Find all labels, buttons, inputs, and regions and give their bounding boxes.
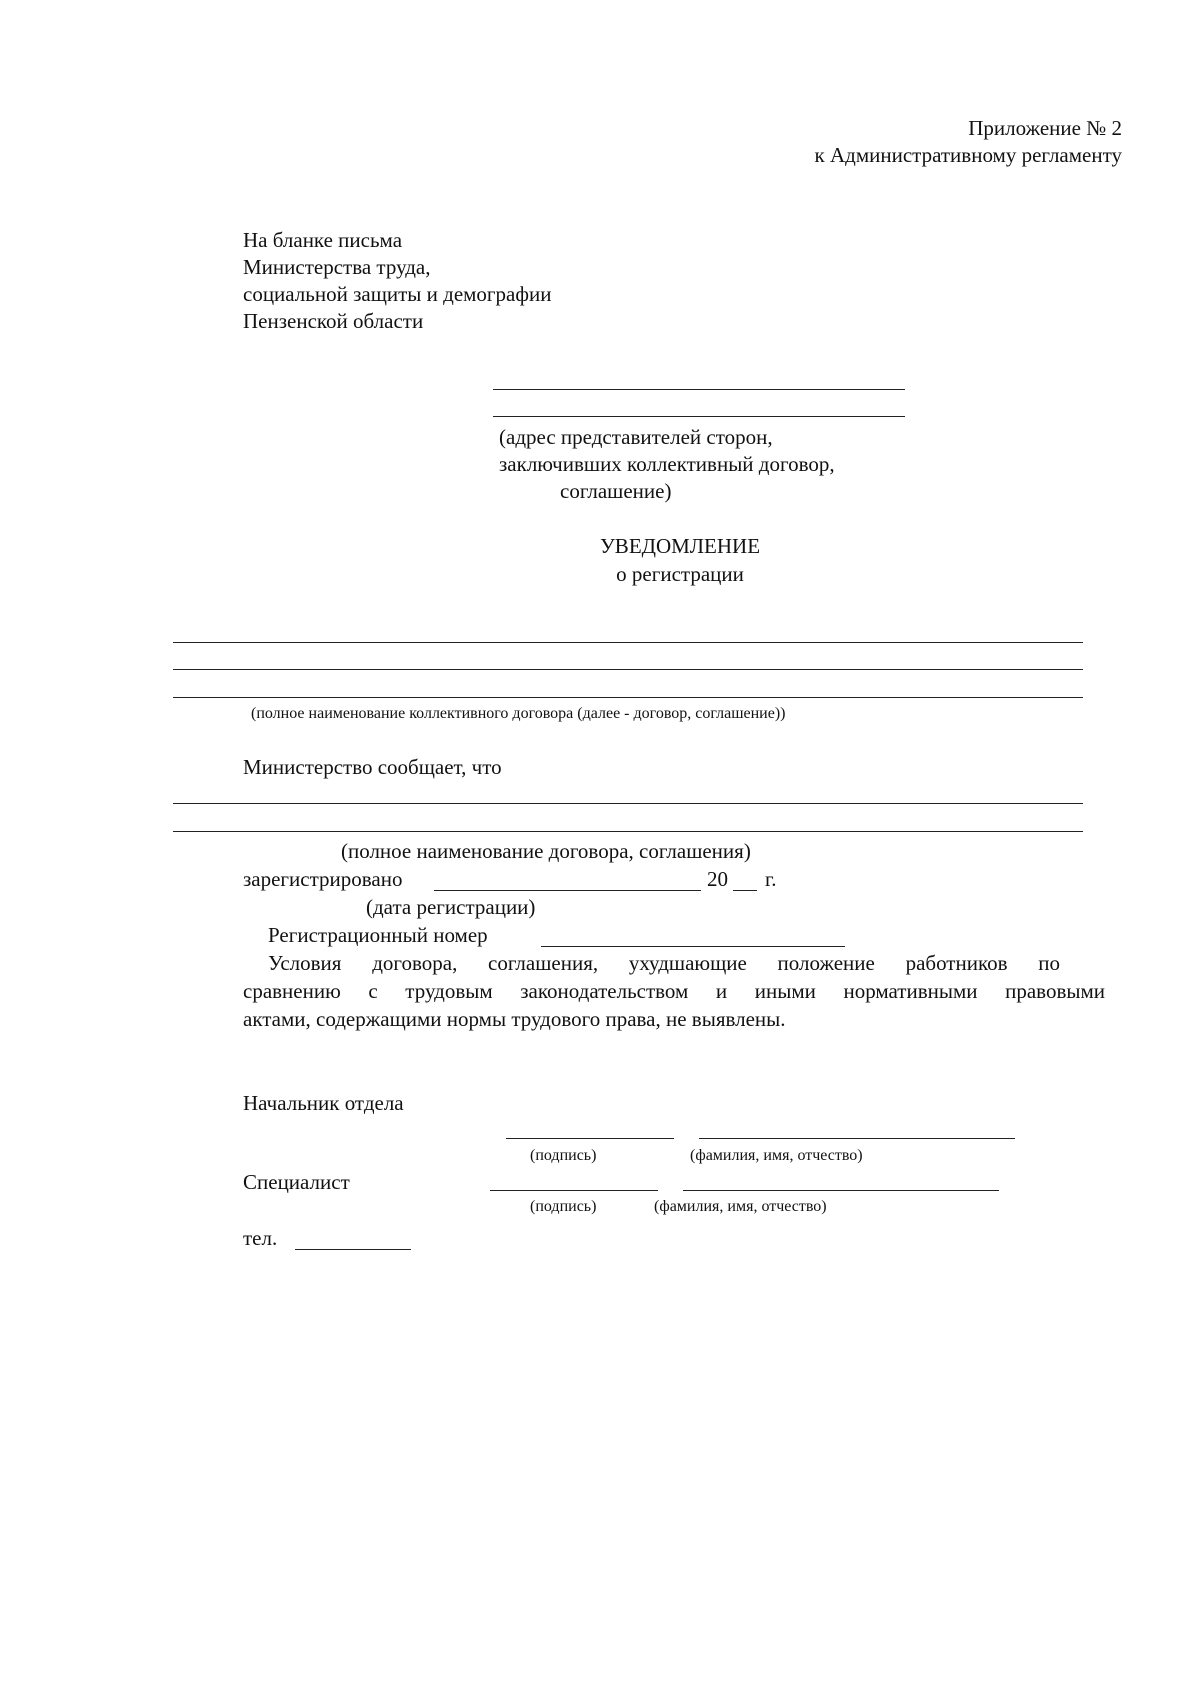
specialist-label: Специалист xyxy=(243,1170,350,1194)
conditions-line-3: актами, содержащими нормы трудового права, не выявлены. xyxy=(243,1007,786,1031)
specialist-name-caption: (фамилия, имя, отчество) xyxy=(654,1198,827,1215)
year-suffix: г. xyxy=(765,867,777,891)
registration-date-caption: (дата регистрации) xyxy=(366,895,536,919)
head-of-department-label: Начальник отдела xyxy=(243,1091,404,1115)
ministry-reports-text: Министерство сообщает, что xyxy=(243,755,502,779)
registration-date-field[interactable] xyxy=(434,890,701,891)
year-prefix: 20 xyxy=(707,867,728,891)
year-field[interactable] xyxy=(733,890,757,891)
address-caption-2: заключивших коллективный договор, xyxy=(499,452,835,476)
reported-agreement-line-2[interactable] xyxy=(173,831,1083,832)
specialist-signature-field[interactable] xyxy=(490,1190,658,1191)
specialist-name-field[interactable] xyxy=(683,1190,999,1191)
conditions-line-2: сравнению с трудовым законодательством и иными нормативными правовыми xyxy=(243,979,1105,1003)
address-caption-3: соглашение) xyxy=(560,479,672,503)
address-caption-1: (адрес представителей сторон, xyxy=(499,425,773,449)
specialist-signature-caption: (подпись) xyxy=(530,1198,597,1215)
head-name-field[interactable] xyxy=(699,1138,1015,1139)
letterhead-line-1: На бланке письма xyxy=(243,228,403,252)
registration-number-field[interactable] xyxy=(541,946,845,947)
reported-agreement-caption: (полное наименование договора, соглашения) xyxy=(341,839,751,863)
conditions-line-1: Условия договора, соглашения, ухудшающие положение работников по xyxy=(268,951,1060,975)
agreement-name-caption: (полное наименование коллективного договора (далее - договор, соглашение)) xyxy=(251,705,786,722)
head-signature-field[interactable] xyxy=(506,1138,674,1139)
phone-field[interactable] xyxy=(295,1249,411,1250)
address-line-1[interactable] xyxy=(493,389,905,390)
document-title: УВЕДОМЛЕНИЕ xyxy=(599,534,761,558)
annex-number: Приложение № 2 xyxy=(968,116,1122,140)
agreement-name-line-2[interactable] xyxy=(173,669,1083,670)
letterhead-line-4: Пензенской области xyxy=(243,309,424,333)
reported-agreement-line-1[interactable] xyxy=(173,803,1083,804)
letterhead-line-2: Министерства труда, xyxy=(243,255,431,279)
agreement-name-line-3[interactable] xyxy=(173,697,1083,698)
registration-number-label: Регистрационный номер xyxy=(268,923,488,947)
agreement-name-line-1[interactable] xyxy=(173,642,1083,643)
phone-label: тел. xyxy=(243,1226,278,1250)
document-subtitle: о регистрации xyxy=(616,562,744,586)
annex-reference: к Административному регламенту xyxy=(814,143,1122,167)
head-signature-caption: (подпись) xyxy=(530,1147,597,1164)
address-line-2[interactable] xyxy=(493,416,905,417)
letterhead-line-3: социальной защиты и демографии xyxy=(243,282,552,306)
registered-label: зарегистрировано xyxy=(243,867,403,891)
head-name-caption: (фамилия, имя, отчество) xyxy=(690,1147,863,1164)
